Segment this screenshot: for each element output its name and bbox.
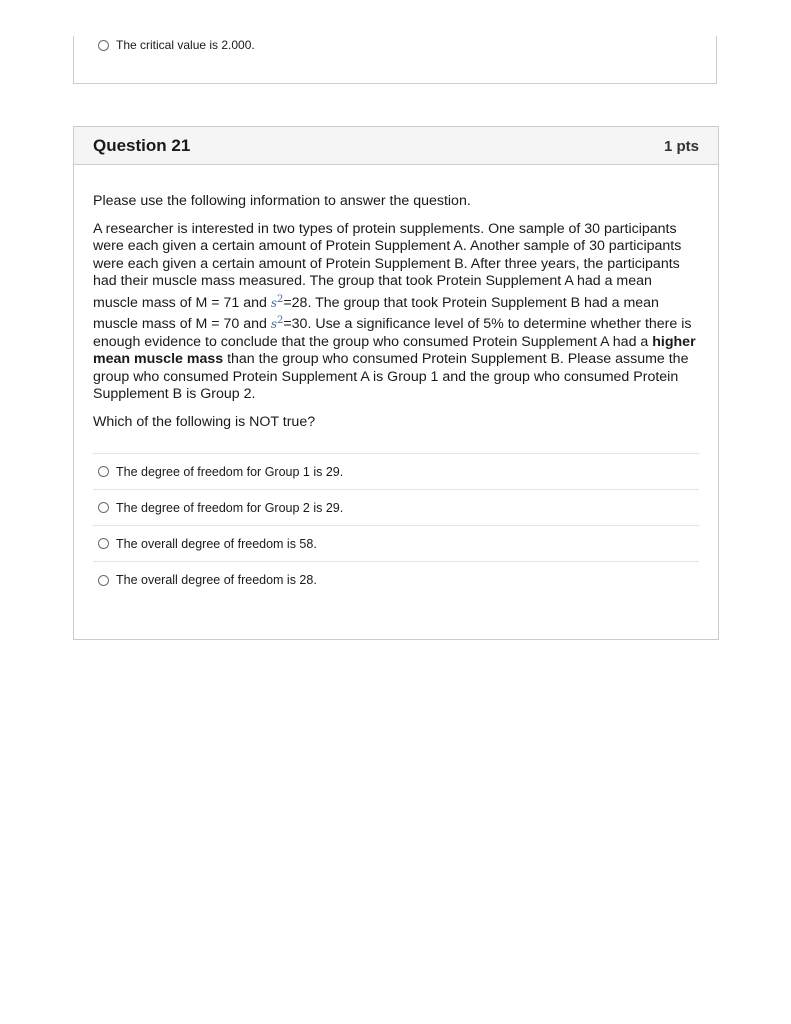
radio-button[interactable] (98, 466, 109, 477)
answer-option[interactable] (93, 526, 699, 562)
radio-button[interactable] (98, 502, 109, 513)
previous-question-card (73, 36, 717, 84)
answer-label: The degree of freedom for Group 1 is 29. (116, 464, 344, 479)
answer-option[interactable] (93, 454, 699, 490)
question-card (73, 126, 719, 640)
answer-option[interactable] (93, 562, 699, 598)
answer-label: The overall degree of freedom is 58. (116, 536, 317, 551)
variance-symbol: $s^2$ (270, 315, 284, 331)
question-header (74, 127, 718, 165)
radio-button[interactable] (98, 40, 109, 51)
scenario-text: =30. Use a significance level of 5% to determine whether there is enough evidence to conclude that the group who consumed Protein Supplement A had a (93, 316, 692, 350)
previous-answer-option[interactable] (98, 38, 255, 52)
answer-option[interactable] (93, 490, 699, 526)
question-scenario (93, 221, 699, 404)
question-prompt: Which of the following is NOT true? (93, 413, 316, 430)
emphasis-text: higher mean muscle mass (93, 333, 696, 367)
scenario-text: than the group who consumed Protein Supplement B. Please assume the group who consumed Protein Supplement A is Group 1 and the group who consumed Protein Supplement B is Group 2. (93, 351, 689, 402)
question-title: Question 21 (93, 135, 191, 155)
scenario-text: A researcher is interested in two types of protein supplements. One sample of 30 participants were each given a certain amount of Protein Supplement A. Another sample of 30 participants were each given a certain amount of Protein Supplement B. After three years, the participants had their muscle mass measured. The group that took Protein Supplement A had a mean muscle mass of M = 71 and (93, 220, 682, 311)
answer-list (93, 453, 699, 598)
variance-symbol: $s^2$ (270, 293, 284, 310)
question-points: 1 pts (663, 138, 699, 155)
radio-button[interactable] (98, 538, 109, 549)
answer-label: The degree of freedom for Group 2 is 29. (116, 500, 344, 515)
question-body (74, 165, 718, 431)
question-intro: Please use the following information to answer the question. (93, 193, 471, 209)
radio-button[interactable] (98, 575, 109, 586)
answer-label: The critical value is 2.000. (116, 38, 255, 52)
answer-label: The overall degree of freedom is 28. (116, 573, 317, 587)
scenario-text: =28. The group that took Protein Supplement B had a mean muscle mass of M = 70 and (93, 294, 659, 332)
